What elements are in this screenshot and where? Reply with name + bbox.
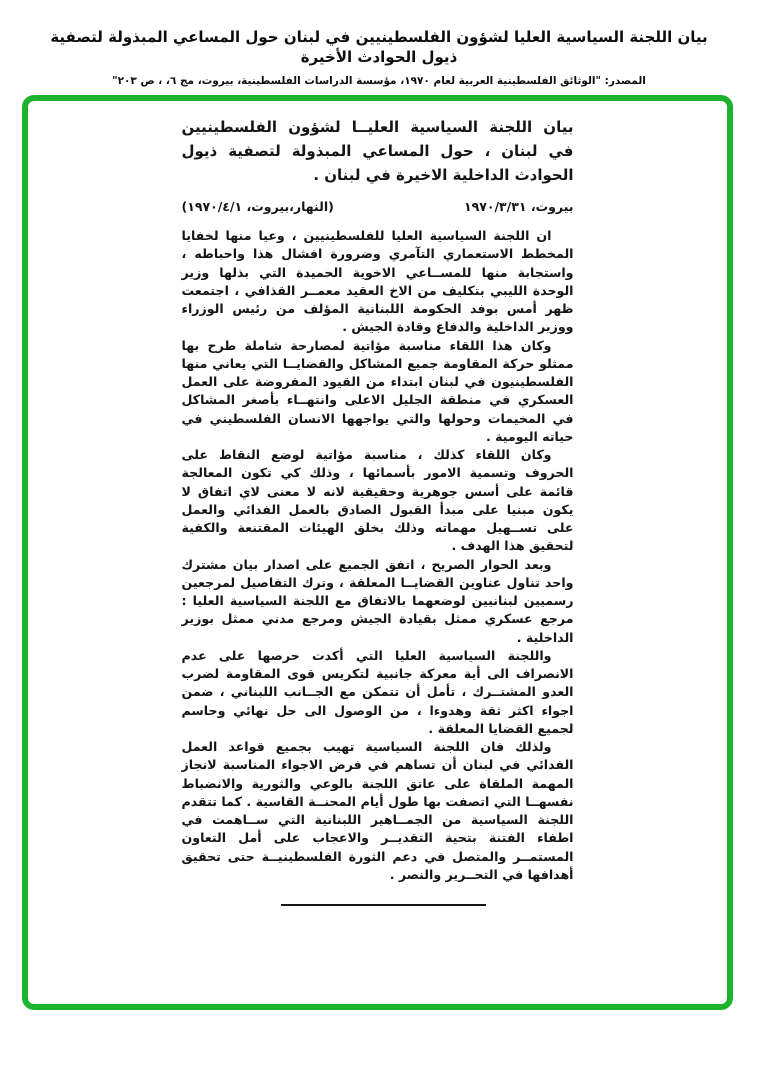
paragraph: وكان هذا اللقاء مناسبة مؤاتية لمصارحة شاملة طرح بها ممثلو حركة المقاومة جميع المشاكل والقضايــا التي يعاني منها الفلسطينيون في لبنان ابتداء من القيود المفروضة على العمل العسكري في منطقة الجليل الاعلى وانتهــاء بأصغر المشاكل في المخيمات وحولها والتي يواجهها الانسان الفلسطيني في حياته اليومية . [181, 337, 574, 444]
source-citation: المصدر: "الوثائق الفلسطينية العربية لعام ١٩٧٠، مؤسسة الدراسات الفلسطينية، بيروت، مج ٦، ، ص ٢٠٣" [112, 74, 646, 87]
dateline-newspaper-ref: (النهار،بيروت، ١٩٧٠/٤/١) [181, 199, 334, 214]
end-divider [281, 904, 486, 906]
page-title: بيان اللجنة السياسية العليا لشؤون الفلسطينيين في لبنان حول المساعي المبذولة لتصفية ذيول الحوادث الأخيرة [50, 28, 708, 67]
dateline-place-date: بيروت، ١٩٧٠/٣/٣١ [463, 199, 574, 214]
document-body [182, 227, 574, 884]
document-page [182, 115, 574, 906]
document-frame [22, 95, 733, 1010]
paragraph: ولذلك فان اللجنة السياسية تهيب بجميع قواعد العمل الفدائي في لبنان أن تساهم في فرض الاجواء المناسبة لانجاز المهمة الملقاة على عاتق اللجنة بالوعي والثورية والانضباط نفسهــا التي اتصفت بها طول أيام المحنــة القاسية . كما تتقدم اللجنة السياسية من الجمــاهير اللبنانية التي ســاهمت في اطفاء الفتنة بتحية التقديــر والاعجاب على أمل التعاون المستمــر والمتصل في دعم الثورة الفلسطينيــة حتى تحقيق أهدافها في التحــرير والنصر . [181, 739, 574, 882]
document-title: بيان اللجنة السياسية العليــا لشؤون الفلسطينيين في لبنان ، حول المساعي المبذولة لتصفية ذيول الحوادث الداخلية الاخيرة في لبنان . [181, 118, 574, 184]
paragraph: واللجنة السياسية العليا التي أكدت حرصها على عدم الانصراف الى أية معركة جانبية لتكريس قوى المقاومة لضرب العدو المشتــرك ، تأمل أن تتمكن مع الجــانب اللبناني ، ضمن اجواء اكثر ثقة وهدوءا ، من الوصول الى حل نهائي وحاسم لجميع القضايا المعلقة . [181, 647, 574, 736]
paragraph: ان اللجنة السياسية العليا للفلسطينيين ، وعيا منها لخفايا المخطط الاستعماري التآمري وضرورة افشال هذا واحباطه ، واستجابة منها للمســاعي الاخوية الحميدة التي بذلها وزير الوحدة الليبي بتكليف من الاخ العقيد معمــر القذافي ، اجتمعت ظهر أمس بوفد الحكومة اللبنانية المؤلف من رئيس الوزراء ووزير الداخلية والدفاع وقادة الجيش . [181, 228, 574, 335]
paragraph: وكان اللقاء كذلك ، مناسبة مؤاتية لوضع النقاط على الحروف وتسمية الامور بأسمائها ، وذلك كي تكون المعالجة قائمة على أسس جوهرية وحقيقية لانه لا معنى لاي اتفاق لا يكون مبنيا على مبدأ القبول الصادق بالعمل الفدائي والعمل على تســهيل مهماته وذلك بخلق الهيئات المقتنعة والكفية لتحقيق هذا الهدف . [181, 447, 574, 554]
outer-header [0, 0, 758, 87]
dateline [182, 199, 574, 214]
paragraph: وبعد الحوار الصريح ، اتفق الجميع على اصدار بيان مشترك واحد تناول عناوين القضايــا المعلقة ، وترك التفاصيل لمرجعين رسميين لبنانيين لوضعهما بالاتفاق مع اللجنة السياسية العليا : مرجع عسكري ممثل بقيادة الجيش ومرجع مدني ممثل بوزير الداخلية . [181, 556, 574, 645]
